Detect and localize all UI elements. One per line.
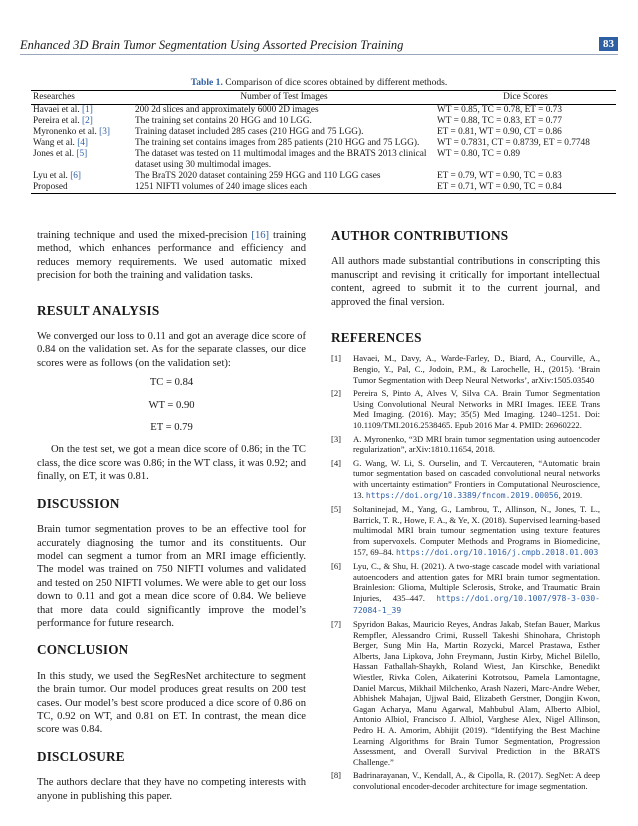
- cell-researcher: [31, 116, 133, 127]
- reference-text: [353, 561, 600, 616]
- cell-dice-scores: WT = 0.7831, CT = 0.8739, ET = 0.7748: [437, 138, 590, 148]
- doi-link[interactable]: https://doi.org/10.3389/fncom.2019.00056: [365, 490, 559, 500]
- table-header-row: [31, 91, 616, 105]
- reference-number: [8]: [331, 770, 342, 781]
- reference-body: Lyu, C., & Shu, H. (2021). A two-stage cascade model with variational autoencoders and attention gates for MRI brain tumor segmentation. Brainlesion: Glioma, Multiple Sclerosis, Stroke, and Traumatic Brain Injuries, 435–447.: [353, 561, 600, 603]
- table-row: [31, 182, 616, 194]
- researcher-name: Pereira et al.: [33, 116, 80, 126]
- references-heading: REFERENCES: [331, 330, 422, 346]
- discussion-heading: DISCUSSION: [37, 495, 120, 511]
- researcher-name: Proposed: [33, 182, 68, 192]
- reference-number: [6]: [331, 561, 342, 572]
- researcher-name: Havaei et al.: [33, 105, 80, 115]
- running-title: Enhanced 3D Brain Tumor Segmentation Using Assorted Precision Training: [20, 38, 404, 52]
- citation-link[interactable]: [2]: [82, 116, 93, 126]
- cell-researcher: [31, 171, 133, 182]
- col-header-test-images: Number of Test Images: [133, 91, 435, 105]
- reference-body: G. Wang, W. Li, S. Ourselin, and T. Vercauteren, “Automatic brain tumor segmentation based on cascaded convolutional neural networks with uncertainty estimation” Frontiers in Computational Neuroscience, 13.: [353, 457, 600, 500]
- reference-item: [331, 388, 600, 430]
- table-row: [31, 149, 616, 171]
- conclusion-paragraph: In this study, we used the SegResNet architecture to segment the brain tumor. Our model produces great results on 200 test cases. Our model’s best score produced a dice score of 0.86 on TC, 0.92 on WT, and 0.81 on ET. In contrast, the mean dice score was 0.84.: [37, 670, 306, 736]
- table-caption-text: Comparison of dice scores obtained by different methods.: [225, 77, 448, 88]
- reference-text: [353, 458, 600, 501]
- page-number: 83: [599, 37, 618, 51]
- equation-et: ET = 0.79: [150, 422, 193, 434]
- col-header-dice-scores: Dice Scores: [435, 91, 616, 105]
- reference-text: [353, 434, 600, 455]
- author-contributions-heading: AUTHOR CONTRIBUTIONS: [331, 228, 509, 243]
- table-caption-label: Table 1.: [190, 77, 223, 88]
- table-row: [31, 138, 616, 149]
- reference-text: [353, 619, 600, 767]
- citation-link[interactable]: [6]: [70, 171, 82, 181]
- results-table: [31, 90, 616, 194]
- reference-item: [331, 619, 600, 767]
- table-row: [31, 116, 616, 127]
- equation-tc: TC = 0.84: [149, 377, 194, 389]
- reference-body: Spyridon Bakas, Mauricio Reyes, Andras Jakab, Stefan Bauer, Markus Rempfler, Alessandro Crimi, Russell Takeshi Shinohara, Christoph Berger, Sung Min Ha, Martin Rozycki, Marcel Prastawa, Esther Alberts, Jana Lipkova, John Freymann, Justin Kirby, Michel Bilello, Hassan Fathallah-Shaykh, Roland Wiest, Jan Kirschke, Benedikt Wiestler, Rivka Colen, Aikaterini Kotrotsou, Pamela Lamontagne, Daniel Marcus, Mikhail Milchenko, Arash Nazeri, Marc-Andre Weber, Abhishek Mahajan, Ujjwal Baid, Elizabeth Gerstner, Dongjin Kwon, Gagan Acharya, Manu Agarwal, Mahbubul Alam, Alberto Albiol, Antonio Albiol, Francisco J. Albiol, Varghese Alex, Nigel Allinson, Pedro H. A. Amorim, Abhijit (2019). “Identifying the Best Machine Learning Algorithms for Brain Tumor Segmentation, Progression Assessment, and Overall Survival Prediction in the BRATS Challenge.”: [353, 619, 600, 767]
- result-analysis-heading: RESULT ANALYSIS: [37, 302, 160, 318]
- cell-dice-scores: WT = 0.88, TC = 0.83, ET = 0.77: [437, 116, 562, 126]
- table-caption: [0, 77, 638, 88]
- reference-list: [331, 353, 600, 791]
- cell-test-images: 200 2d slices and approximately 6000 2D images: [135, 105, 319, 115]
- reference-body: Pereira S, Pinto A, Alves V, Silva CA. Brain Tumor Segmentation Using Convolutional Neural Networks in MRI Images. IEEE Trans Med Imaging. (2016). May; 35(5) Med Imaging. 1240–1251. Doi: 10.1109/TMI.2016.2538465. Epub 2016 Mar 4. PMID: 26960222.: [353, 388, 600, 430]
- reference-item: [331, 770, 600, 791]
- cell-test-images: The training set contains images from 285 patients (210 HGG and 75 LGG).: [135, 138, 420, 148]
- reference-number: [4]: [331, 457, 342, 468]
- result-paragraph: We converged our loss to 0.11 and got an average dice score of 0.84 on the validation set. As for the separate classes, our dice scores were as follows (on the validation set):: [37, 331, 306, 369]
- cell-researcher: [31, 149, 133, 171]
- reference-number: [5]: [331, 504, 342, 515]
- right-column: [331, 229, 600, 795]
- test-results-paragraph: On the test set, we got a mean dice score of 0.86; in the TC class, the dice score was 0.86; in the WT class, it was 0.92; and finally, on ET, it was 0.81.: [37, 444, 306, 483]
- cell-researcher: [31, 138, 133, 149]
- running-header: [20, 38, 618, 56]
- discussion-paragraph: Brain tumor segmentation proves to be an effective tool for accurately diagnosing the tumor and its constituents. Our model can segment a tumor from an MRI image efficiently. The model was trained on 750 NIFTI volumes and validated and tested on 250 NIFTI volumes. We were able to get our loss down to 0.11 and got a mean dice score of 0.84. We believe that more data could significantly improve the model’s performance for future research.: [37, 524, 306, 629]
- conclusion-heading: CONCLUSION: [37, 642, 129, 658]
- reference-body: Soltaninejad, M., Yang, G., Lambrou, T., Allinson, N., Jones, T. L., Barrick, T. R., Howe, F. A., & Ye, X. (2018). Supervised learning-based multimodal MRI brain tumour segmentation using texture features from supervoxels. Computer Methods and Programs in Biomedicine, 157, 69–84.: [353, 504, 600, 557]
- intro-paragraph: [37, 229, 306, 283]
- citation-link[interactable]: [4]: [77, 138, 89, 148]
- cell-test-images: The dataset was tested on 11 multimodal images and the BRATS 2013 clinical dataset using 30 multimodal images.: [135, 149, 427, 170]
- disclosure-paragraph: The authors declare that they have no competing interests with anyone in publishing this paper.: [37, 777, 306, 802]
- disclosure-heading: DISCLOSURE: [37, 748, 125, 764]
- reference-text: [353, 353, 600, 385]
- cell-test-images: 1251 NIFTI volumes of 240 image slices each: [133, 182, 435, 194]
- cell-dice-scores: ET = 0.79, WT = 0.90, TC = 0.83: [437, 171, 562, 181]
- citation-link[interactable]: [3]: [99, 127, 110, 137]
- reference-item: [331, 458, 600, 501]
- reference-text: [353, 770, 600, 791]
- cell-test-images: The BraTS 2020 dataset containing 259 HGG and 110 LGG cases: [135, 171, 381, 181]
- cell-test-images: Training dataset included 285 cases (210 HGG and 75 LGG).: [135, 127, 364, 137]
- table-row: [31, 171, 616, 182]
- doi-link[interactable]: https://doi.org/10.1007/978-3-030-72084-1_39: [353, 593, 600, 615]
- reference-number: [1]: [331, 353, 342, 364]
- intro-text-a: training technique and used the mixed-precision: [37, 230, 248, 241]
- researcher-name: Lyu et al.: [33, 171, 68, 181]
- reference-item: [331, 353, 600, 385]
- reference-number: [2]: [331, 388, 342, 399]
- cell-researcher: [31, 127, 133, 138]
- reference-number: [7]: [331, 619, 342, 630]
- cell-dice-scores: ET = 0.81, WT = 0.90, CT = 0.86: [437, 127, 562, 137]
- citation-link[interactable]: [5]: [76, 149, 88, 159]
- cell-dice-scores: WT = 0.85, TC = 0.78, ET = 0.73: [437, 105, 562, 115]
- reference-body: A. Myronenko, “3D MRI brain tumor segmentation using autoencoder regularization”, arXiv:1810.11654, 2018.: [353, 433, 600, 455]
- cell-test-images: The training set contains 20 HGG and 10 LGG.: [135, 116, 312, 126]
- doi-link[interactable]: https://doi.org/10.1016/j.cmpb.2018.01.003: [395, 547, 599, 557]
- reference-item: [331, 561, 600, 616]
- header-rule: [20, 54, 618, 55]
- col-header-researches: Researches: [31, 91, 133, 105]
- researcher-name: Myronenko et al.: [33, 127, 97, 137]
- reference-suffix: , 2019.: [558, 489, 583, 500]
- reference-number: [3]: [331, 433, 342, 444]
- author-contributions-paragraph: All authors made substantial contributions in conscripting this manuscript and revising it critically for important intellectual content, agreed to submit it to the current journal, and approved the final version.: [331, 256, 600, 308]
- cell-dice-scores: ET = 0.71, WT = 0.90, TC = 0.84: [435, 182, 616, 194]
- reference-item: [331, 504, 600, 558]
- equation-wt: WT = 0.90: [148, 399, 195, 411]
- intro-text-b: training method, which enhances performance and efficiency and reduces memory requirements. We used automatic mixed precision for both the training and validation tasks.: [37, 230, 306, 282]
- reference-item: [331, 434, 600, 455]
- reference-text: [353, 388, 600, 430]
- left-column: [37, 229, 306, 803]
- citation-link[interactable]: [1]: [82, 105, 93, 115]
- reference-body: Havaei, M., Davy, A., Warde-Farley, D., Biard, A., Courville, A., Bengio, Y., Pal, C., Jodoin, P.M., & Larochelle, H., (2015). ‘Brain Tumor Segmentation with Deep Neural Networks’, arXiv:1505.03540: [353, 353, 600, 385]
- table-row: [31, 127, 616, 138]
- cell-researcher: [31, 105, 133, 117]
- table-row: [31, 105, 616, 117]
- cell-dice-scores: WT = 0.80, TC = 0.89: [437, 149, 520, 159]
- researcher-name: Jones et al.: [33, 149, 75, 159]
- reference-text: [353, 504, 600, 558]
- cell-researcher: [31, 182, 133, 194]
- citation-link[interactable]: [16]: [251, 230, 270, 241]
- researcher-name: Wang et al.: [33, 138, 75, 148]
- reference-body: Badrinarayanan, V., Kendall, A., & Cipolla, R. (2017). SegNet: A deep convolutional encoder-decoder architecture for image segmentation.: [353, 770, 600, 791]
